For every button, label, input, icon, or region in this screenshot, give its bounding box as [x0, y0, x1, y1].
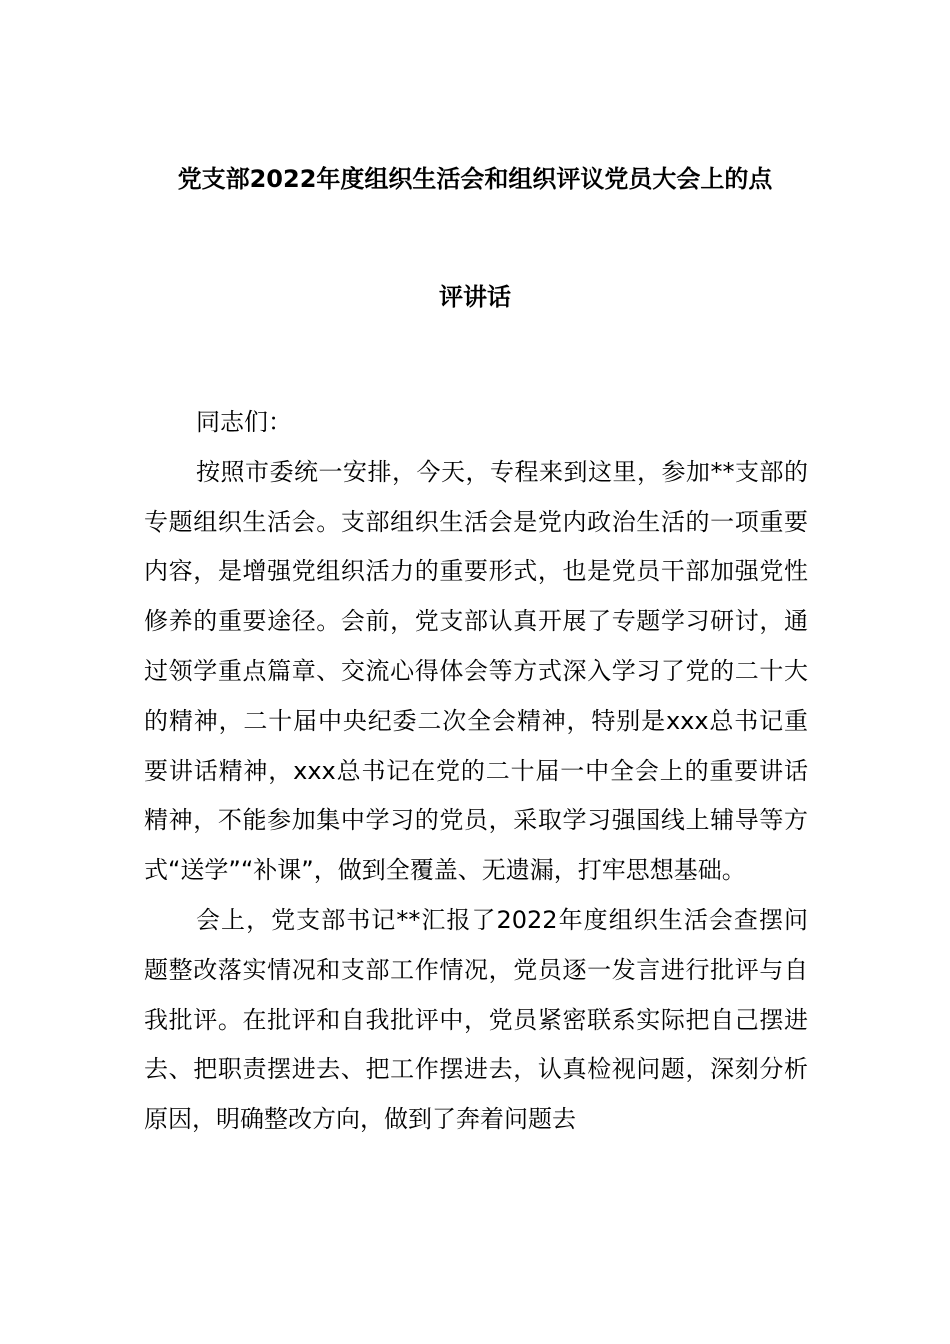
document-body: [144, 398, 808, 1145]
document-title-line-2: 评讲话: [439, 283, 511, 311]
paragraph-2: 会上，党支部书记**汇报了2022年度组织生活会查摆问题整改落实情况和支部工作情况，党员逐一发言进行批评与自我批评。在批评和自我批评中，党员紧密联系实际把自己摆进去、把职责摆进去、把工作摆进去，认真检视问题，深刻分析原因，明确整改方向，做到了奔着问题去: [144, 905, 808, 1134]
document-title-line-1: 党支部2022年度组织生活会和组织评议党员大会上的点: [177, 165, 773, 193]
paragraph-1: 按照市委统一安排，今天，专程来到这里，参加**支部的专题组织生活会。支部组织生活会是党内政治生活的一项重要内容，是增强党组织活力的重要形式，也是党员干部加强党性修养的重要途径。会前，党支部认真开展了专题学习研讨，通过领学重点篇章、交流心得体会等方式深入学习了党的二十大的精神，二十届中央纪委二次全会精神，特别是xxx总书记重要讲话精神，xxx总书记在党的二十届一中全会上的重要讲话精神，不能参加集中学习的党员，采取学习强国线上辅导等方式“送学”“补课”，做到全覆盖、无遗漏，打牢思想基础。: [144, 457, 808, 885]
salutation: 同志们：: [196, 408, 292, 436]
